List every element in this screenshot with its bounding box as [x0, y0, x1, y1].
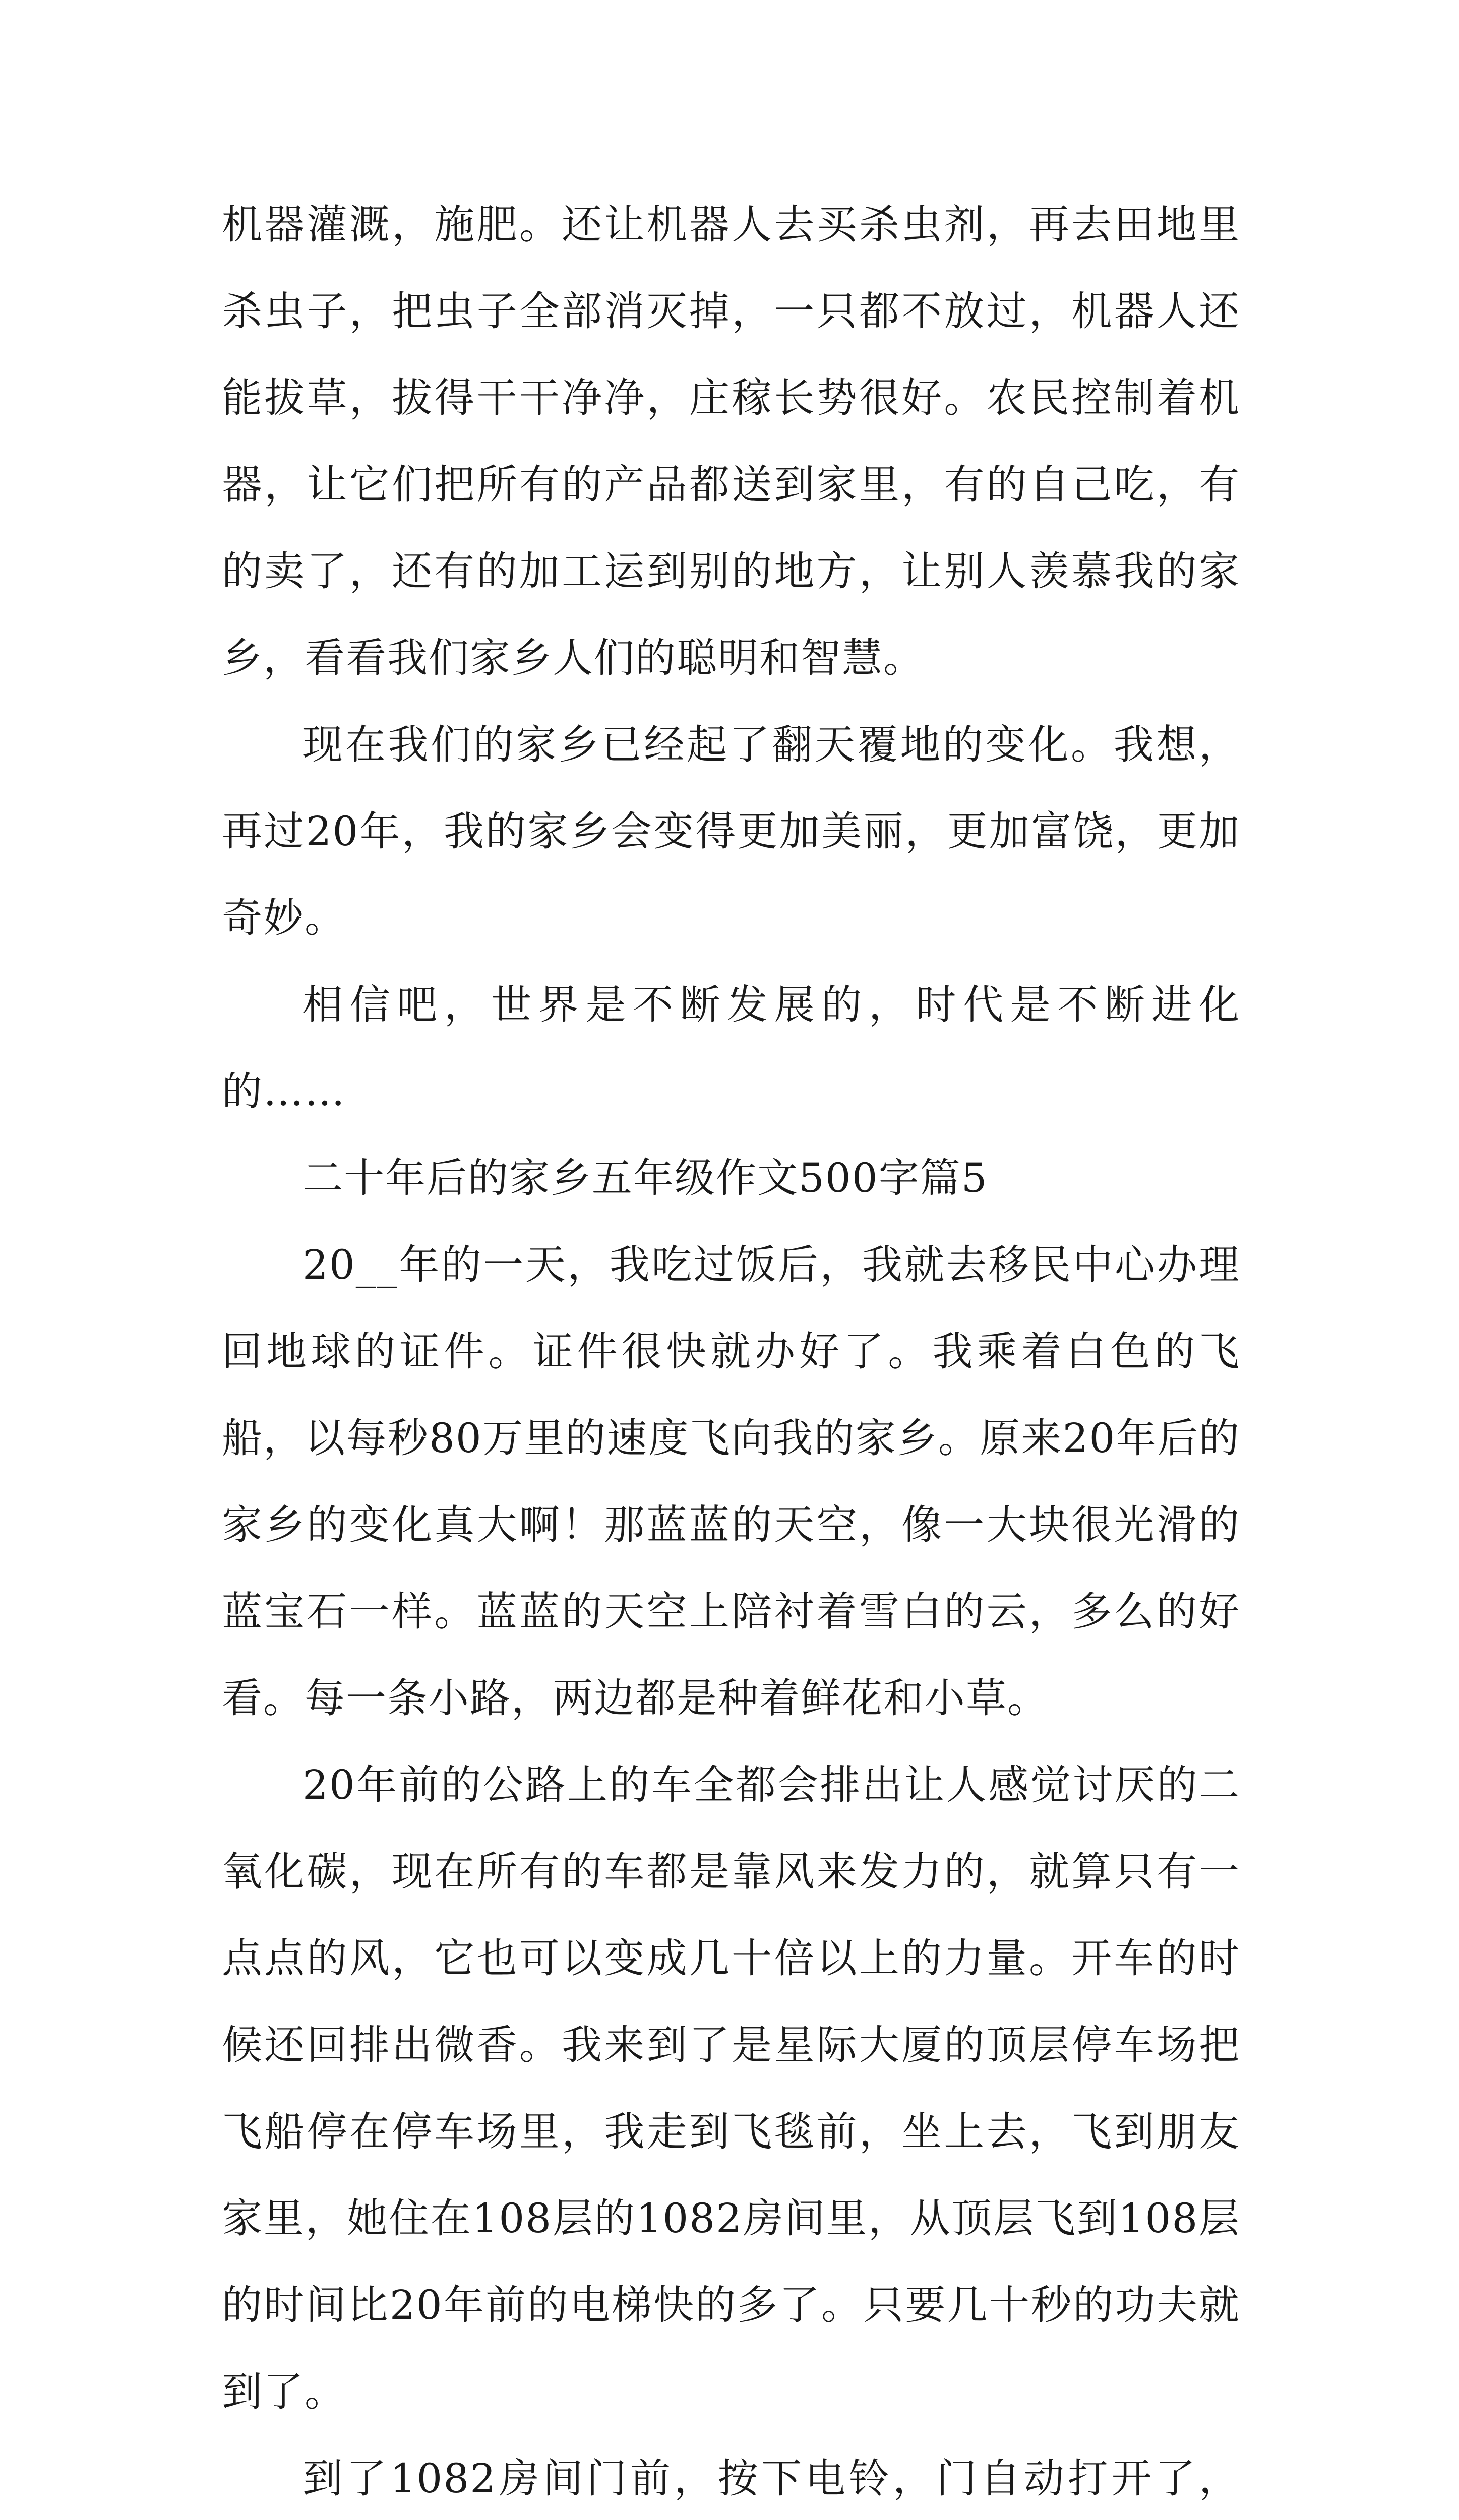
paragraph-6: 20年前的公路上的车全都会排出让人感觉讨厌的二氧化碳，现在所有的车都是靠风来发力的，就算只有一点点的风，它也可以变成几十倍以上的力量。开车的时候还回排出微香。我来到了是星际大厦的顶层停车场把飞船停在停车场里，我走到飞毯前，坐上去，飞到朋友家里，她住在108层的1082房间里，从顶层飞到108层的时间比20年前的电梯快的多了。只要几十秒的功夫就到了。 [222, 1761, 1240, 2415]
paragraph-2: 现在我们的家乡已经起了翻天覆地的变化。我想，再过20年，我的家乡会变得更加美丽，更加富饶，更加奇妙。 [222, 721, 1240, 941]
body-text [222, 181, 1240, 2520]
paragraph-3: 相信吧，世界是不断发展的，时代是不断进化的…… [222, 981, 1240, 1115]
paragraph-1: 机器灌溉，施肥。还让机器人去买杀虫剂，再去田地里杀虫子，把虫子全部消灭掉，一只都不放过，机器人还能拔草，拔得干干净净，庄稼长势很好。农民控制着机器，让它们把所有的产品都送到家里，有的自己吃，有的卖了，还有的加工运到别的地方，让别人羡慕我的家乡，看看我们家乡人们的聪明和智慧。 [222, 201, 1240, 681]
paragraph-5: 20__年的一天，我吃过饭后，我就去移民中心办理回地球的证件。证件很快就办好了。我乘着白色的飞船，以每秒80万里的速度飞向我的家乡。原来20年后的家乡的变化真大啊！那蓝蓝的天空，像一大块很光滑的蓝宝石一样。蓝蓝的天空上陪衬着雪白的云，多么的好看。每一条小路，两边都是种着鲜花和小草。 [222, 1241, 1240, 1722]
section-heading: 二十年后的家乡五年级作文500字篇5 [302, 1155, 988, 1202]
paragraph-7: 到了1082房间门前，按下电铃，门自动打开了， [302, 2455, 1240, 2502]
